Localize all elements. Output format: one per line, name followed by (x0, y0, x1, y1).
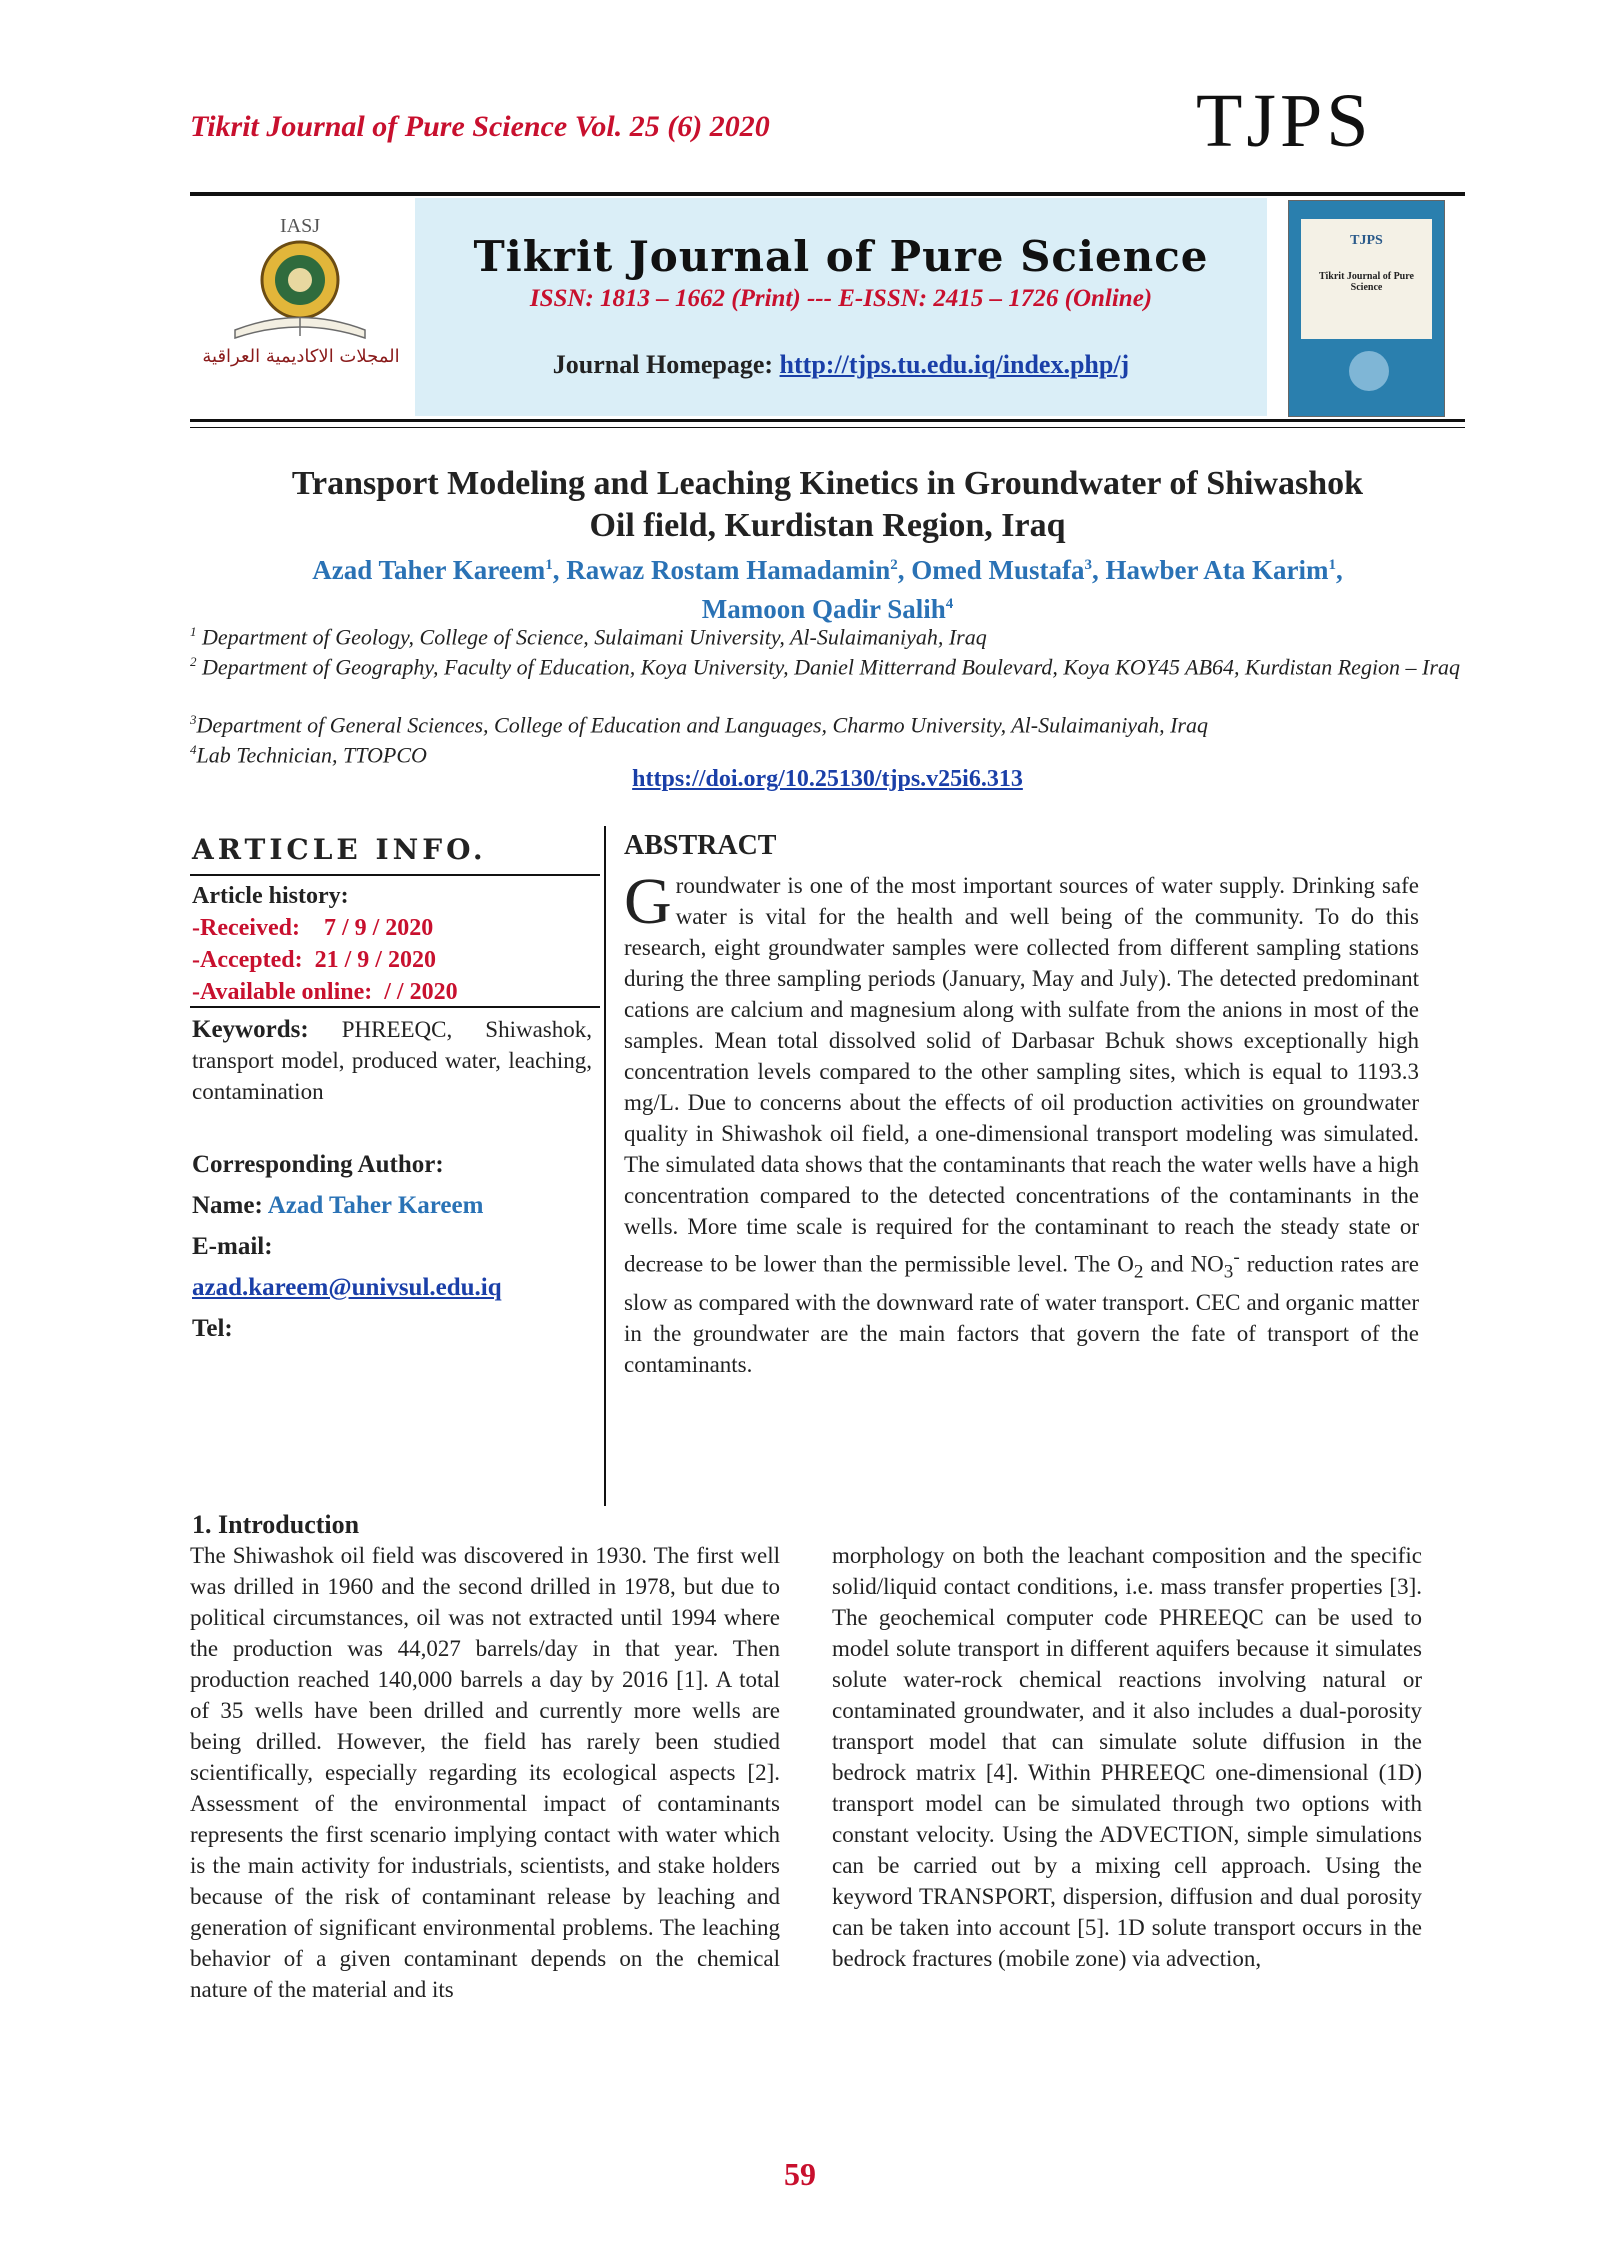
corresponding-label: Corresponding Author: (192, 1151, 444, 1178)
received-label: -Received: (192, 915, 300, 941)
issn-line: ISSN: 1813 – 1662 (Print) --- E-ISSN: 2415 – 1726 (Online) (529, 285, 1153, 312)
online-label: -Available online: (192, 979, 373, 1005)
accepted-row (192, 944, 458, 976)
article-info-rule (190, 1006, 600, 1008)
drop-cap: G (624, 865, 672, 938)
article-info-heading: ARTICLE INFO. (192, 833, 487, 866)
tel-label: Tel: (192, 1315, 233, 1342)
abstract-body (624, 865, 1419, 1380)
email-label: E-mail: (192, 1233, 273, 1260)
email-link[interactable]: azad.kareem@univsul.edu.iq (192, 1274, 502, 1301)
author-list: Azad Taher Kareem$^1$, Rawaz Rostam Hamadamin$^2$, Omed Mustafa$^3$, Hawber Ata Karim$^1$, Mamoon Qadir Salih$^4$ (312, 555, 1343, 624)
iasj-text: IASJ (279, 215, 321, 237)
author-name: Mamoon Qadir Salih (701, 594, 946, 624)
abstract-text: and NO (1143, 1251, 1224, 1277)
author-name: Hawber Ata Karim (1105, 555, 1329, 585)
homepage-label: Journal Homepage: (552, 350, 780, 379)
history-label: Article history: (192, 883, 349, 909)
name-label: Name: (192, 1192, 263, 1219)
author-name: Azad Taher Kareem (312, 555, 546, 585)
received-row (192, 912, 458, 944)
article-info-rule (190, 874, 600, 876)
column-divider (604, 826, 606, 1506)
author-sup: 3 (1084, 557, 1092, 573)
cover-title: Tikrit Journal of Pure Science (1319, 271, 1414, 293)
doi (190, 766, 1465, 793)
keywords-text: PHREEQC, Shiwashok, transport model, produced water, leaching, contamination (192, 1017, 592, 1104)
online-row (192, 976, 458, 1008)
introduction-left-column: The Shiwashok oil field was discovered in 1930. The first well was drilled in 1960 and the second drilled in 1978, but due to political circumstances, oil was not extracted until 1994 where the production was 44,027 barrels/day in that year. Then production reached 140,000 barrels a day by 2016 [1]. A total of 35 wells have been drilled and currently more wells are being drilled. However, the field has rarely been studied scientifically, especially regarding its ecological aspects [2]. Assessment of the environmental impact of contaminants represents the first scenario implying contact with water which is the main activity for industrials, scientists, and stake holders because of the risk of contaminant release by leaching and generation of significant environmental problems. The leaching behavior of a given contaminant depends on the chemical nature of the material and its (190, 1543, 780, 2002)
journal-citation: Tikrit Journal of Pure Science Vol. 25 (6) 2020 (190, 110, 770, 143)
keywords-label: Keywords: (192, 1016, 309, 1043)
affiliation-text: Lab Technician, TTOPCO (196, 742, 427, 768)
abstract-text: roundwater is one of the most important sources of water supply. Drinking safe water is vital for the health and well being of the community. To do this research, eight groundwater samples were collected from different sampling stations during the three sampling periods (January, May and July). The detected predominant cations are calcium and magnesium along with sulfate from the anions in most of the samples. Mean total dissolved solid of Darbasar Bchuk shows exceptionally high concentration levels compared to the other sampling sites, which is equal to 1193.3 mg/L. Due to concerns about the effects of oil production activities on groundwater quality in Shiwashok oil field, a one-dimensional transport modeling was simulated. The simulated data shows that the contaminants that reach the water wells have a high concentration compared to the detected concentrations of the contaminants in the wells. More time scale is required for the contaminant to reach the steady state or decrease to be lower than the permissible level. The O (624, 873, 1419, 1277)
banner-title: Tikrit Journal of Pure Science (473, 232, 1209, 281)
title-line-2: Oil field, Kurdistan Region, Iraq (589, 507, 1066, 544)
affiliation-sup: 1 (190, 624, 197, 639)
introduction-heading: 1. Introduction (192, 1510, 360, 1539)
affiliation (190, 648, 1465, 681)
online-value: / / 2020 (384, 979, 458, 1005)
article-history (192, 880, 458, 1008)
title-line-1: Transport Modeling and Leaching Kinetics in Groundwater of Shiwashok (291, 465, 1364, 502)
author-name: Omed Mustafa (911, 555, 1085, 585)
affiliation-text: Department of Geography, Faculty of Education, Koya University, Daniel Mitterrand Boulevard, Koya KOY45 AB64, Kurdistan Region – Iraq (196, 654, 1460, 680)
author-sup: 1 (545, 557, 553, 573)
affiliation-sup: 3 (190, 712, 197, 727)
cover-emblem (1349, 351, 1389, 391)
received-value: 7 / 9 / 2020 (323, 915, 434, 941)
abstract-sup: - (1233, 1247, 1240, 1268)
author-sup: 4 (945, 596, 954, 612)
journal-homepage (415, 350, 1267, 380)
accepted-value: 21 / 9 / 2020 (314, 947, 436, 973)
abstract-sub: 3 (1223, 1261, 1234, 1283)
affiliation-text: Department of Geology, College of Science, Sulaimani University, Al-Sulaimaniyah, Iraq (196, 624, 987, 650)
affiliation (190, 618, 1465, 651)
affiliation (190, 736, 1465, 769)
affiliation-sup: 2 (190, 654, 197, 669)
doi-link[interactable]: https://doi.org/10.25130/tjps.v25i6.313 (632, 766, 1023, 792)
accepted-label: -Accepted: (192, 947, 303, 973)
keywords (192, 1014, 592, 1107)
header-rule-bottom-thin (190, 427, 1465, 428)
abstract-sub: 2 (1133, 1261, 1144, 1283)
header-rule-bottom (190, 419, 1465, 422)
corresponding-author (192, 1144, 592, 1349)
cover-tag: TJPS (1350, 233, 1383, 248)
affiliation-text: Department of General Sciences, College of Education and Languages, Charmo University, Al-Sulaimaniyah, Iraq (196, 712, 1208, 738)
name-row (192, 1185, 592, 1226)
name-value: Azad Taher Kareem (267, 1192, 484, 1219)
abstract-heading: ABSTRACT (624, 830, 777, 861)
author-name: Rawaz Rostam Hamadamin (566, 555, 891, 585)
cover-panel (1301, 219, 1432, 339)
tjps-logo: TJPS (1196, 79, 1373, 163)
author-sup: 2 (890, 557, 898, 573)
paper-title (190, 463, 1465, 547)
affiliation (190, 706, 1465, 739)
journal-cover (1288, 200, 1445, 417)
iasj-arabic-label: المجلات الاكاديمية العراقية (202, 346, 400, 367)
header-rule-top (190, 192, 1465, 196)
author-sup: 1 (1328, 557, 1336, 573)
abstract-text: reduction rates are slow as compared with the downward rate of water transport. CEC and organic matter in the groundwater are the main factors that govern the fate of transport of the contaminants. (624, 1251, 1419, 1378)
page-number: 59 (784, 2156, 816, 2192)
homepage-link[interactable]: http://tjps.tu.edu.iq/index.php/j (779, 350, 1130, 379)
introduction-right-column: morphology on both the leachant composition and the specific solid/liquid contact conditions, i.e. mass transfer properties [3]. The geochemical computer code PHREEQC can be used to model solute transport in different aquifers because it simulates solute water-rock chemical reactions involving natural or contaminated groundwater, and it also includes a dual-porosity transport model that can simulate solute diffusion in the bedrock matrix [4]. Within PHREEQC one-dimensional (1D) transport model can be simulated through two options with constant velocity. Using the ADVECTION, simple simulations can be carried out by a mixing cell approach. Using the keyword TRANSPORT, dispersion, diffusion and dual porosity can be taken into account [5]. 1D solute transport occurs in the bedrock fractures (mobile zone) via advection, (832, 1543, 1422, 1971)
affiliation-sup: 4 (190, 742, 197, 757)
